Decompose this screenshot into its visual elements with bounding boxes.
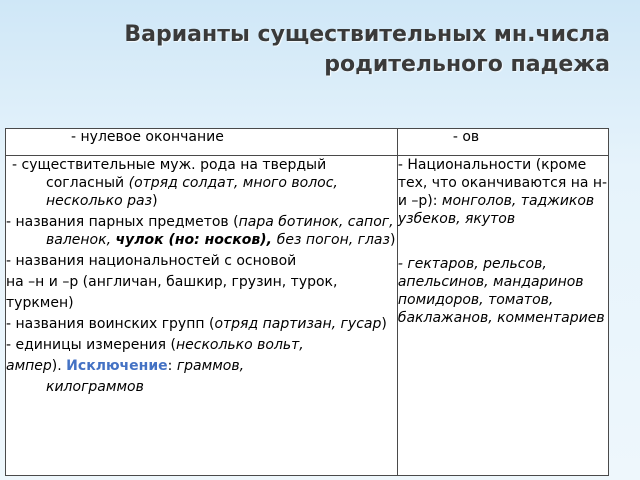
rule-units-cont: ампер). Исключение: граммов, [6, 358, 245, 374]
exception-label: Исключение [66, 358, 168, 374]
rule-nationalities-cont: на –н и –р (англичан, башкир, грузин, турок, [6, 274, 338, 290]
rule-masculine: - существительные муж. рода на твердый согласный (отряд солдат, много волос, несколько раз) [12, 157, 338, 209]
header-ov-ending-label: - ов [452, 129, 480, 145]
ov-ending-cell [397, 156, 608, 476]
rules-table [5, 128, 609, 476]
rule-units: - единицы измерения (несколько вольт, [6, 337, 304, 353]
rule-nationalities-cont2: туркмен) [6, 295, 74, 311]
header-zero-ending [6, 129, 398, 156]
rule-nationalities-ov: - Национальности (кроме тех, что оканчиваются на н- и –р): монголов, таджиков узбеков, якутов [397, 157, 608, 227]
table-header-row [6, 129, 609, 156]
rule-units-cont2: килограммов [46, 379, 144, 395]
rule-military-groups: - названия воинских групп (отряд партизан, гусар) [6, 316, 387, 332]
header-zero-ending-label: - нулевое окончание [71, 129, 224, 145]
table-row [6, 156, 609, 476]
title-line-2: родительного падежа [324, 52, 610, 77]
slide-title [50, 20, 610, 80]
header-ov-ending [397, 129, 608, 156]
rule-measure-words-ov: - гектаров, рельсов, апельсинов, мандаринов помидоров, томатов, баклажанов, комментариев [397, 256, 605, 326]
zero-ending-cell [6, 156, 398, 476]
spacer [398, 231, 608, 255]
rule-paired-items: - названия парных предметов (пара ботинок, сапог, валенок, чулок (но: носков), без погон, глаз) [6, 214, 396, 248]
title-line-1: Варианты существительных мн.числа [124, 22, 610, 47]
rule-nationalities: - названия национальностей с основой [6, 253, 297, 269]
